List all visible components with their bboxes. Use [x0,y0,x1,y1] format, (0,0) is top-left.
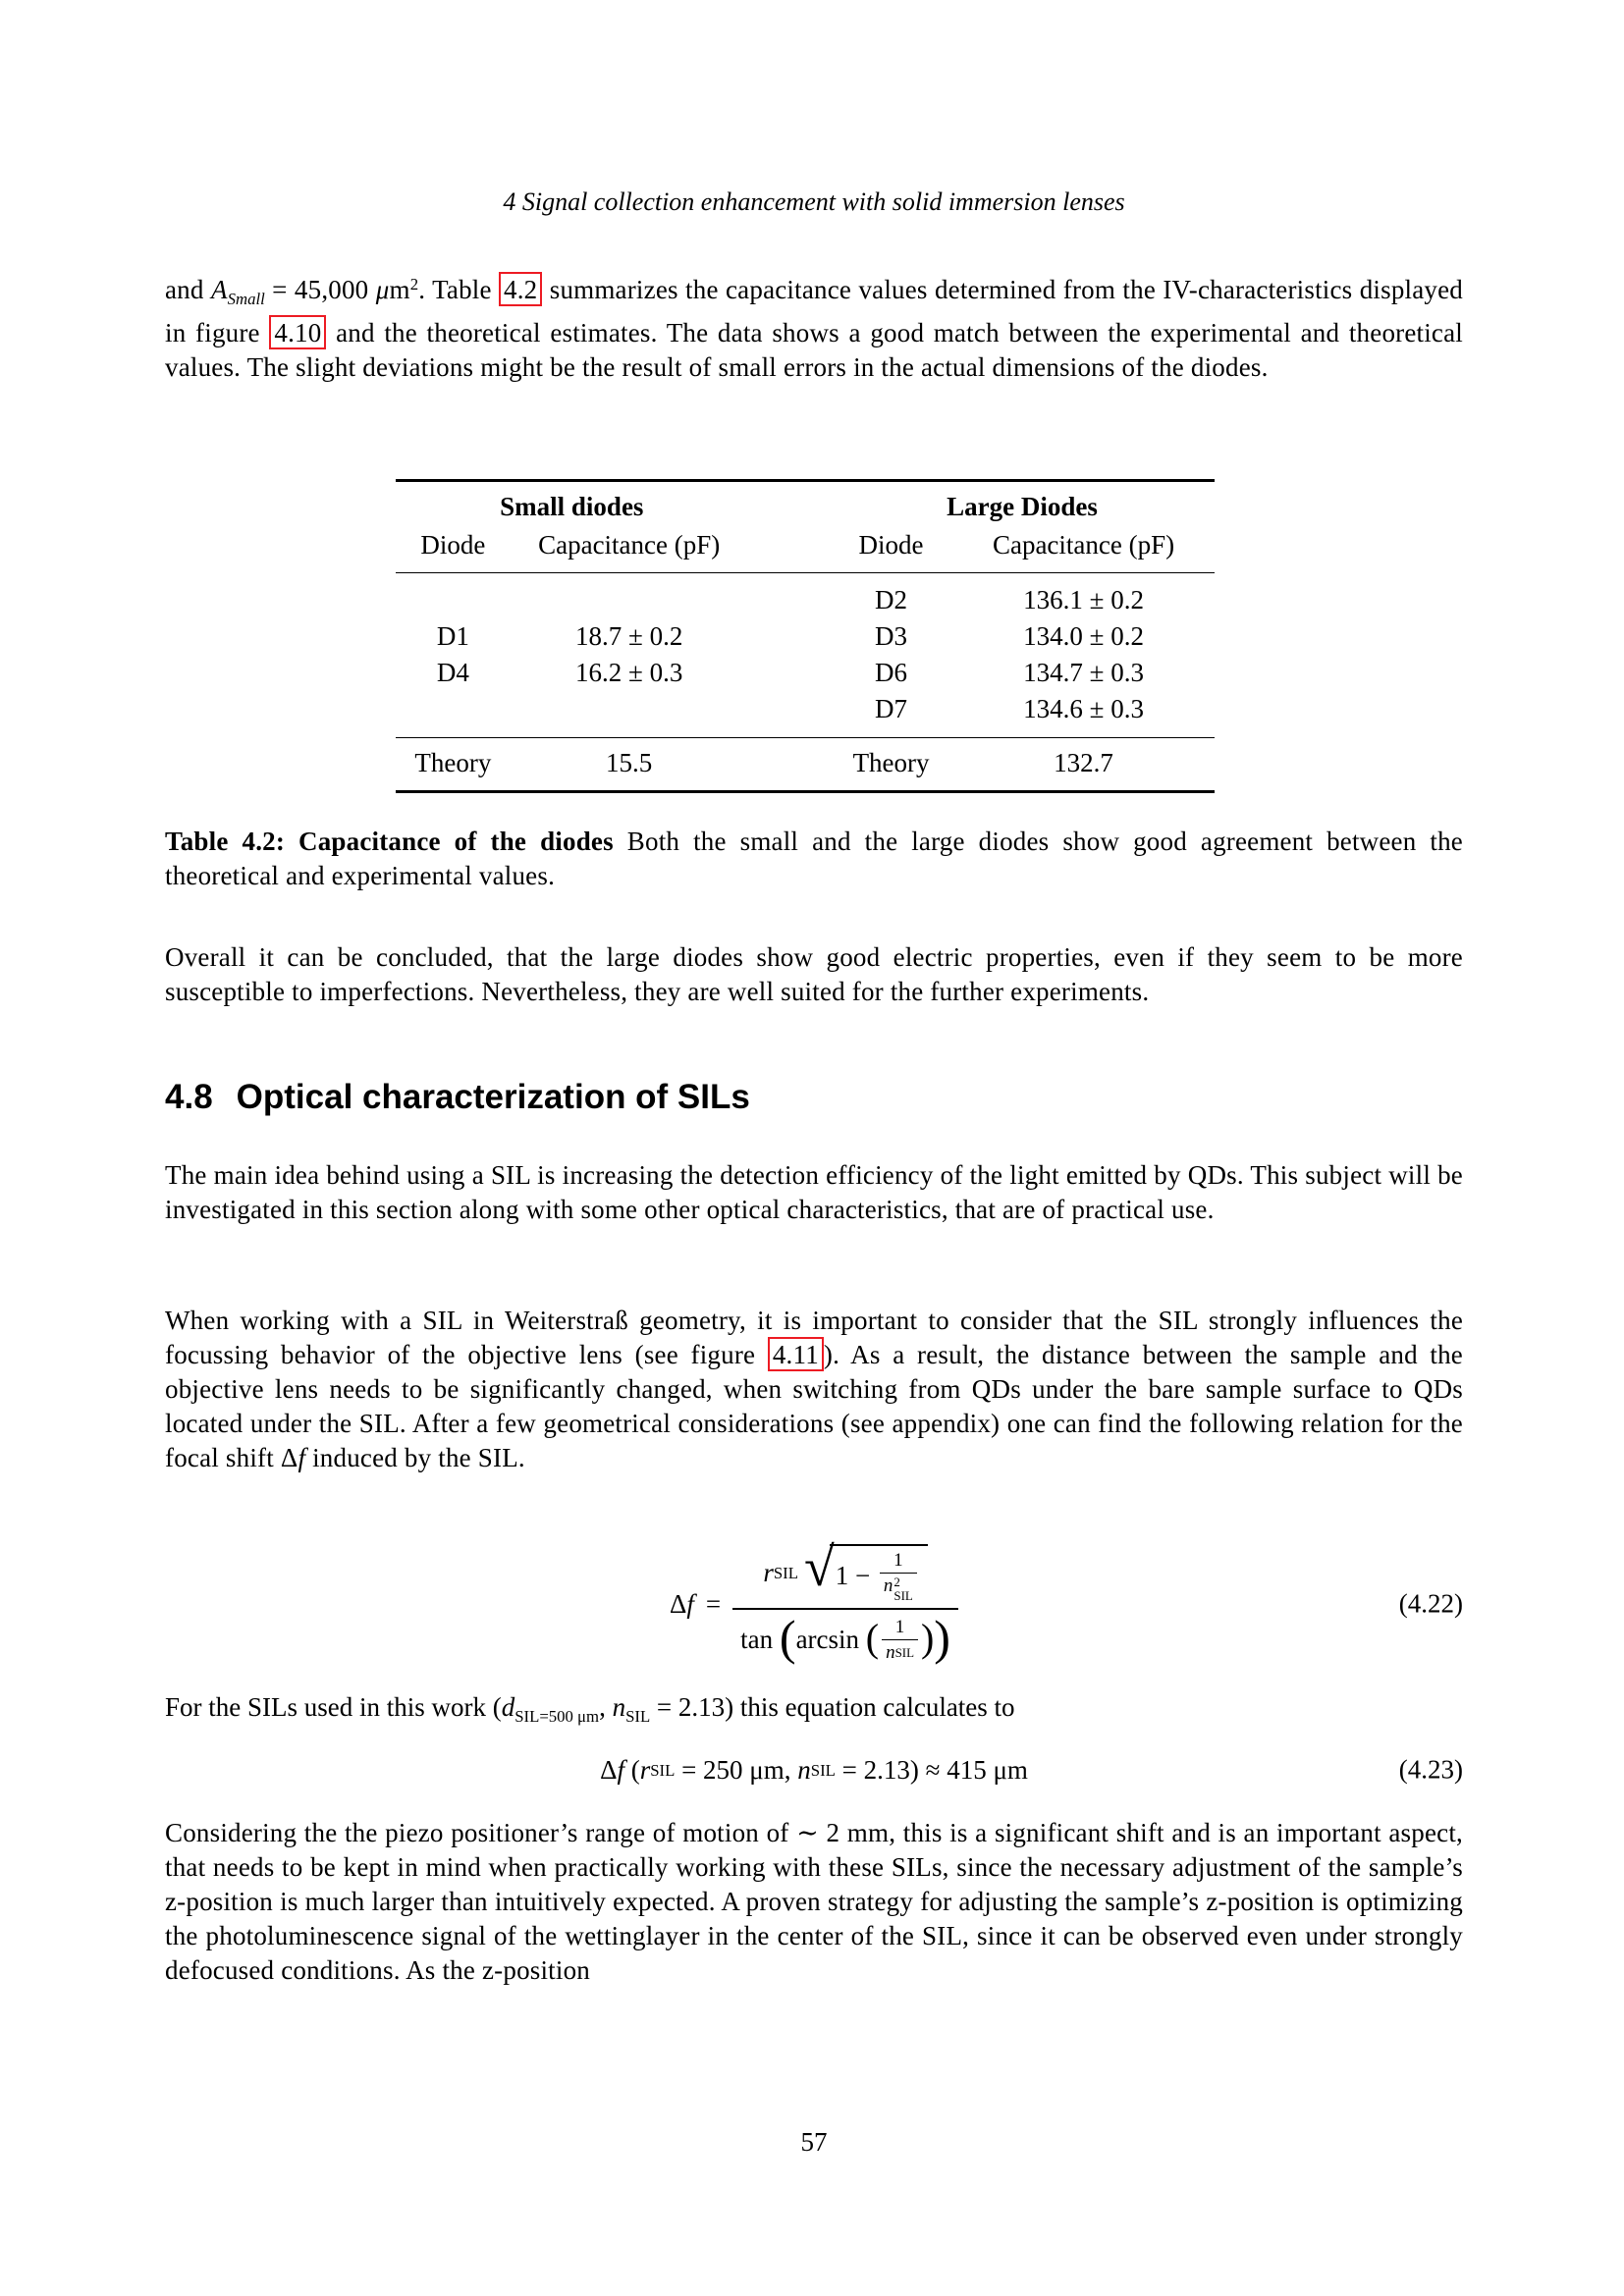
equation-lhs [670,1587,732,1622]
text-run: When working with a SIL in Weiterstraß geometry, it is important to consider that the SIL strongly influences the focussing behavior of the objective lens (see figure [165,1306,1463,1369]
math-var-f: f [617,1754,624,1785]
equation-4-22 [165,1529,1463,1679]
math-mu: μ [375,275,390,305]
text-run: summarizes the capacitance values determined from the IV-characteristics displayed in figure [165,275,1463,348]
subscript-sil: SIL [625,1706,651,1726]
col-header-capacitance-large: Capacitance (pF) [952,526,1215,573]
group-header-spacer [748,481,830,527]
math-var-r: r [639,1754,651,1785]
cell: D4 [436,658,469,687]
cell: Theory [830,738,952,792]
table-column-header-row [396,526,1215,573]
caption-label: Table 4.2: Capacitance of the diodes [165,827,614,856]
text-run: = 2.13) ≈ 415 μm [835,1754,1028,1785]
math-var-n: n [883,1575,893,1596]
text-run: . Table [418,275,500,305]
paragraph-sil-idea: The main idea behind using a SIL is increasing the detection efficiency of the light emitted by QDs. This subject will be investigated in this section along with some other optical characteristics, that are of practical use. [165,1160,1463,1224]
capacitance-table [396,479,1215,793]
math-var-f: f [298,1443,306,1472]
equation-number: (4.23) [1398,1754,1463,1785]
text-run: = 2.13) this equation calculates to [650,1692,1015,1722]
cell-spacer [748,618,830,655]
figure-4-10-link[interactable]: 4.10 [269,315,326,349]
math-delta: Δ [670,1588,687,1619]
table-4-2 [396,479,1215,793]
cell-spacer [748,691,830,738]
text-run: induced by the SIL. [305,1443,525,1472]
radical-icon: √ [803,1536,835,1598]
inner-numerator: 1 [893,1549,903,1571]
table-row [396,655,1215,691]
text-run: and the theoretical estimates. The data shows a good match between the experimental and theoretical values. The slight deviations might be the result of small errors in the actual dimensions of the diodes. [165,318,1463,383]
cell: Theory [396,738,511,792]
cell: 15.5 [511,738,748,792]
cell [396,691,511,738]
cell: 134.7 ± 0.3 [1023,658,1144,687]
text-run: ). As a result, the distance between the sample and the objective lens needs to be significantly changed, when switching from QDs under the bare sample surface to QDs located under the SIL. After a few geometrical considerations (see appendix) one can find the following relation for the focal shift [165,1340,1463,1472]
cell: 132.7 [952,738,1215,792]
text-run: ( [623,1754,640,1785]
math-var-n: n [886,1641,895,1663]
table-row [396,691,1215,738]
col-header-diode-small: Diode [396,526,511,573]
open-paren: ( [865,1616,880,1661]
inner-numerator: 1 [894,1616,905,1637]
cell: D6 [875,658,908,687]
math-sup-2: 2 [409,275,419,294]
group-header-small-diodes: Small diodes [500,492,644,521]
col-header-diode-large: Diode [830,526,952,573]
equation-number: (4.22) [1398,1588,1463,1619]
arcsin-function: arcsin [795,1624,866,1654]
equation-4-23 [165,1745,1463,1794]
text-run: m [389,275,410,305]
text-run: 1 − [835,1561,877,1590]
caption-text: Both the small and the large diodes show good agreement between the theoretical and experimental values. [165,827,1463,890]
sup-sub-stack [893,1575,912,1602]
cell: 134.6 ± 0.3 [1023,694,1144,723]
cell [511,691,748,738]
subscript-sil: SIL [810,1760,836,1780]
subscript-sil: SIL [893,1587,913,1603]
text-run: , [599,1692,613,1722]
subscript-sil: SIL [773,1564,798,1582]
subscript-sil: SIL [650,1760,676,1780]
table-row [396,618,1215,655]
table-caption [165,825,1463,893]
table-theory-row [396,738,1215,792]
text-run: For the SILs used in this work ( [165,1692,502,1722]
main-fraction [732,1536,958,1666]
close-paren: ) [934,1610,950,1666]
cell [511,573,748,619]
text-run: = 45,000 [264,275,376,305]
cell-spacer [748,738,830,792]
cell: 134.0 ± 0.2 [1023,621,1144,651]
page-number: 57 [800,2127,828,2157]
inner-denominator [882,1639,918,1663]
subscript-sil: SIL [894,1644,914,1660]
section-title: Optical characterization of SILs [236,1078,750,1116]
math-var-f: f [686,1588,694,1619]
section-number: 4.8 [165,1078,213,1116]
math-var-r: r [763,1558,774,1587]
radicand [830,1544,928,1602]
inner-fraction [880,1550,917,1602]
paragraph-conclusion-diodes: Overall it can be concluded, that the large diodes show good electric properties, even if they seem to be more susceptible to imperfections. Nevertheless, they are well suited for the further experiments. [165,942,1463,1006]
tan-function: tan [740,1624,780,1654]
cell: D1 [436,621,469,651]
math-delta: Δ [280,1443,298,1472]
cell: D3 [875,621,908,651]
inner-fraction [882,1617,918,1663]
fraction-numerator [755,1536,935,1608]
col-header-spacer [748,526,830,573]
paragraph-capacitance-summary [165,267,1463,385]
cell-spacer [748,573,830,619]
math-var-n: n [797,1754,811,1785]
superscript-2: 2 [893,1574,900,1589]
text-run: and [165,275,211,305]
cell: D2 [875,585,908,614]
cell: 16.2 ± 0.3 [575,658,683,687]
text-run: = 250 μm, [675,1754,798,1785]
running-header: 4 Signal collection enhancement with solid immersion lenses [503,187,1125,216]
equation-body [600,1753,1028,1788]
fraction-denominator [732,1608,958,1664]
group-header-large-diodes: Large Diodes [947,492,1098,521]
inner-denominator [880,1573,917,1602]
square-root [803,1536,928,1603]
table-4-2-link[interactable]: 4.2 [499,272,542,306]
cell-spacer [748,655,830,691]
paragraph-sil-parameters [165,1690,1463,1734]
cell: 136.1 ± 0.2 [1023,585,1144,614]
cell: D7 [875,694,908,723]
math-var-A: A [210,275,228,305]
cell [396,573,511,619]
cell: 18.7 ± 0.2 [575,621,683,651]
math-var-d: d [501,1692,515,1722]
col-header-capacitance-small: Capacitance (pF) [511,526,748,573]
open-paren: ( [779,1610,796,1666]
math-var-n: n [612,1692,626,1722]
math-sub-small: Small [227,290,265,309]
equals-sign: = [705,1588,722,1619]
paragraph-weierstrass-geometry [165,1304,1463,1475]
close-paren: ) [920,1616,935,1661]
section-heading-4-8 [165,1076,1463,1119]
table-row [396,573,1215,619]
table-group-header-row [396,481,1215,527]
math-delta: Δ [600,1754,618,1785]
figure-4-11-link[interactable]: 4.11 [768,1337,824,1371]
paragraph-piezo-positioner: Considering the the piezo positioner’s range of motion of ∼ 2 mm, this is a significant shift and is an important aspect, that needs to be kept in mind when practically working with these SILs, since the necessary adjustment of the sample’s z-position is much larger than intuitively expected. A proven strategy for adjusting the sample’s z-position is optimizing the photoluminescence signal of the wettinglayer in the center of the SIL, since it can be observed even under strongly defocused conditions. As the z-position [165,1818,1463,1985]
subscript-sil-500: SIL=500 μm [514,1706,600,1726]
